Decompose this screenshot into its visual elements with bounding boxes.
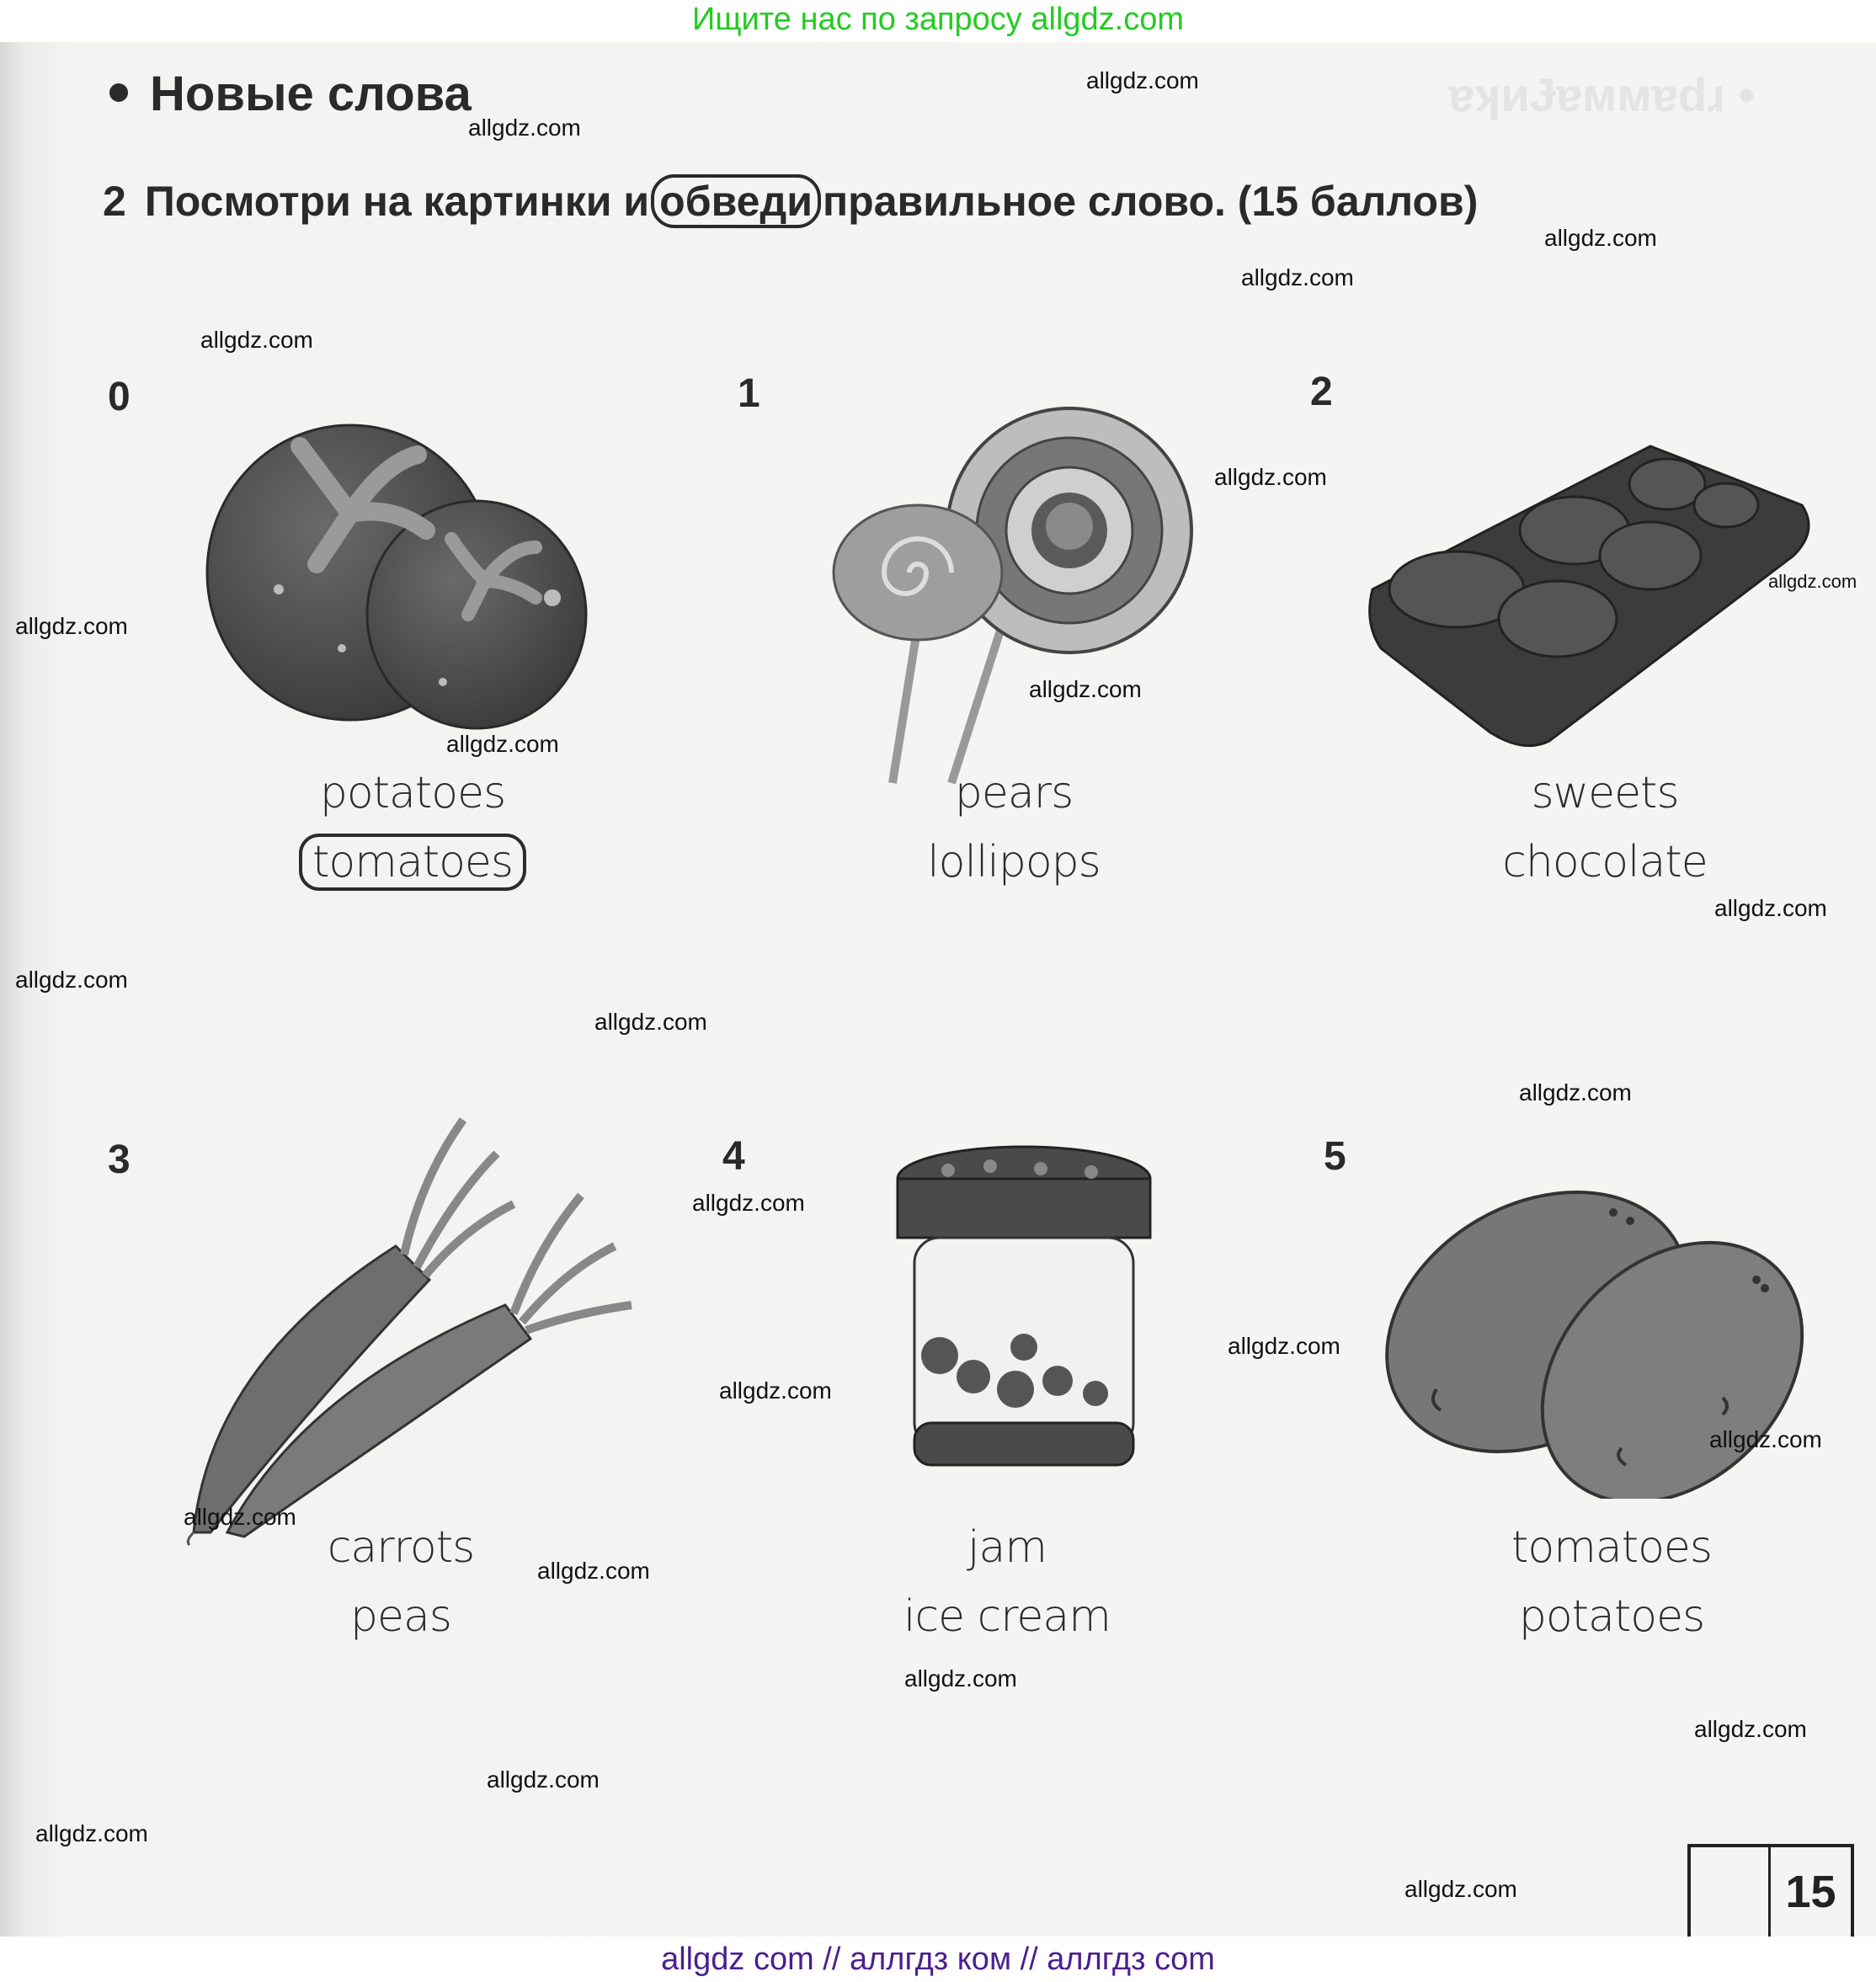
option-word[interactable]: ice cream (903, 1591, 1111, 1642)
task-circled-word: обведи (651, 174, 821, 228)
chocolate-picture (1364, 438, 1819, 749)
watermark: allgdz.com (594, 1009, 707, 1035)
watermark: allgdz.com (692, 1190, 805, 1216)
item-number: 0 (108, 375, 131, 419)
task-number: 2 (103, 178, 126, 225)
watermark: allgdz.com (1086, 67, 1199, 93)
watermark: allgdz.com (487, 1766, 600, 1793)
option-word[interactable]: pears (954, 768, 1074, 818)
option-word[interactable]: carrots (327, 1522, 475, 1573)
tomatoes-picture (199, 396, 603, 733)
circled-answer: tomatoes (299, 834, 526, 891)
watermark: allgdz.com (1694, 1716, 1807, 1742)
option-word-circled[interactable] (244, 837, 581, 887)
show-through-text: ɐʞиɈɐммɐdɹ • (1448, 68, 1756, 121)
task-instruction (103, 177, 1478, 226)
option-word[interactable]: potatoes (1518, 1591, 1705, 1642)
carrots-picture (177, 1111, 648, 1549)
watermark: allgdz.com (1228, 1333, 1340, 1359)
watermark: allgdz.com (1544, 225, 1657, 251)
item-number: 4 (722, 1134, 745, 1179)
bullet-icon (109, 83, 128, 102)
task-text-after: правильное слово. (15 баллов) (822, 178, 1479, 225)
workbook-page (0, 42, 1876, 1937)
option-word[interactable]: lollipops (927, 837, 1101, 887)
item-number: 5 (1324, 1134, 1346, 1179)
watermark: allgdz.com (904, 1665, 1017, 1692)
watermark: allgdz.com (1714, 895, 1827, 921)
watermark: allgdz.com (200, 327, 313, 353)
top-banner-text: Ищите нас по запросу allgdz.com (691, 2, 1184, 37)
watermark: allgdz.com (35, 1820, 148, 1846)
score-cell (1691, 1847, 1771, 1937)
page-number: 15 (1785, 1867, 1836, 1917)
section-title (109, 66, 472, 122)
watermark: allgdz.com (1029, 676, 1142, 702)
option-word[interactable]: sweets (1531, 768, 1679, 818)
top-banner (0, 0, 1876, 42)
watermark: allgdz.com (1709, 1426, 1822, 1452)
section-title-text: Новые слова (150, 67, 472, 121)
watermark: allgdz.com (468, 115, 581, 141)
watermark: allgdz.com (15, 613, 128, 639)
watermark: allgdz.com (1214, 464, 1327, 490)
watermark: allgdz.com (15, 967, 128, 993)
bottom-banner (0, 1937, 1876, 1982)
option-word[interactable]: potatoes (319, 768, 506, 818)
watermark: allgdz.com (1404, 1876, 1517, 1902)
page-number-box (1687, 1844, 1854, 1937)
option-word[interactable]: jam (967, 1522, 1047, 1573)
option-word[interactable]: chocolate (1502, 837, 1708, 887)
watermark: allgdz.com (1241, 264, 1354, 290)
watermark: allgdz.com (1519, 1079, 1632, 1106)
bottom-banner-text: allgdz com // аллгдз ком // аллгдз com (661, 1942, 1215, 1977)
item-number: 2 (1310, 370, 1333, 414)
item-number: 3 (108, 1138, 131, 1182)
show-through-text (84, 1726, 94, 1768)
watermark: allgdz.com (184, 1504, 296, 1530)
watermark: allgdz.com (537, 1558, 650, 1584)
watermark: allgdz.com (719, 1377, 832, 1404)
watermark: allgdz.com (446, 731, 559, 757)
lollipops-picture (825, 404, 1212, 791)
option-word[interactable]: peas (350, 1591, 451, 1642)
task-text-before: Посмотри на картинки и (144, 178, 650, 225)
watermark: allgdz.com (1768, 571, 1857, 592)
jam-jar-picture (889, 1145, 1159, 1482)
item-number: 1 (738, 371, 760, 416)
option-word[interactable]: tomatoes (1511, 1522, 1712, 1573)
